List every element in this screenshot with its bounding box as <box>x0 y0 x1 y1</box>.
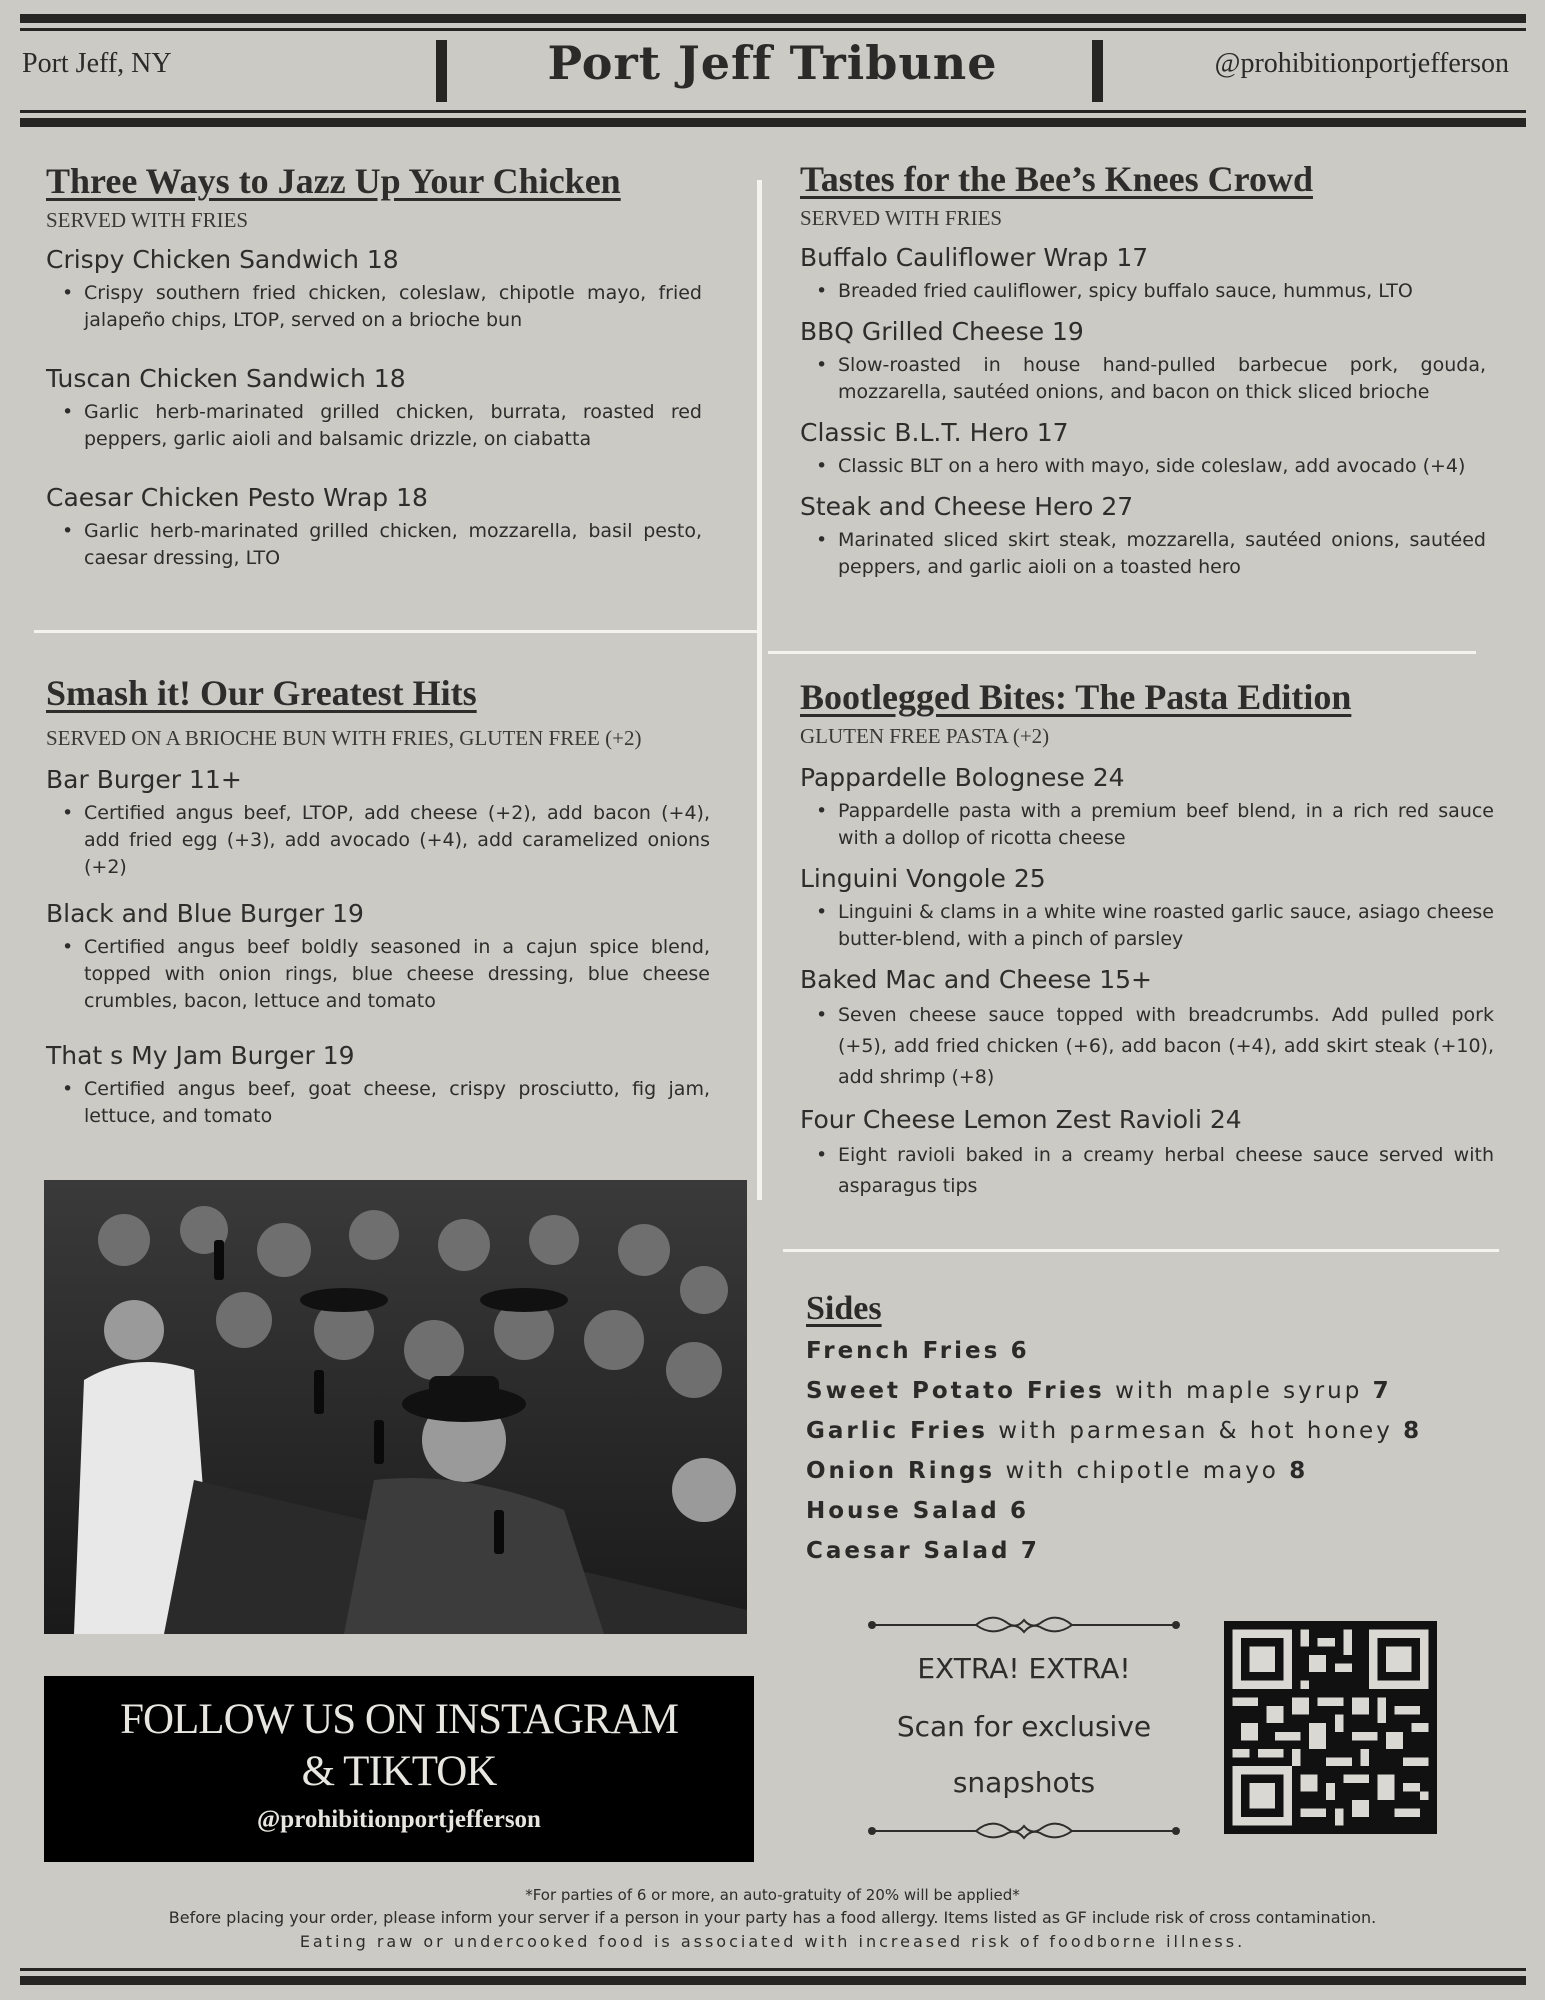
item-description: • Certified angus beef, goat cheese, crispy prosciutto, fig jam, lettuce, and tomato <box>46 1076 710 1130</box>
column-divider <box>757 180 762 1200</box>
menu-item <box>800 864 1494 953</box>
side-extra: with parmesan & hot honey <box>998 1418 1393 1444</box>
menu-item <box>800 763 1494 852</box>
side-item <box>806 1418 1446 1444</box>
extra-line-2: snapshots <box>952 1766 1096 1799</box>
side-name: French Fries <box>806 1338 1001 1364</box>
item-name: Buffalo Cauliflower Wrap 17 <box>800 243 1149 272</box>
header-handle: @prohibitionportjefferson <box>1214 48 1509 79</box>
location-label: Port Jeff, NY <box>22 48 172 79</box>
item-description: • Linguini & clams in a white wine roasted garlic sauce, asiago cheese butter-blend, with a pinch of parsley <box>800 899 1494 953</box>
side-item <box>806 1378 1446 1404</box>
allergy-note: Before placing your order, please inform your server if a person in your party has a food allergy. Items listed as GF include risk of cross contamination. <box>168 1908 1377 1927</box>
side-price: 6 <box>1010 1338 1030 1364</box>
item-name: BBQ Grilled Cheese 19 <box>800 317 1084 346</box>
item-name: That s My Jam Burger 19 <box>46 1041 355 1070</box>
item-description: • Garlic herb-marinated grilled chicken, burrata, roasted red peppers, garlic aioli and balsamic drizzle, on ciabatta <box>46 399 702 453</box>
section-chicken <box>46 160 702 572</box>
section-subtitle: GLUTEN FREE PASTA (+2) <box>800 724 1050 748</box>
qr-code[interactable] <box>1224 1621 1437 1834</box>
section-divider-right-1 <box>768 651 1476 654</box>
side-price: 8 <box>1403 1418 1423 1444</box>
menu-item <box>46 483 702 572</box>
social-line-1: FOLLOW US ON INSTAGRAM <box>120 1696 678 1743</box>
side-price: 8 <box>1289 1458 1309 1484</box>
item-name: Four Cheese Lemon Zest Ravioli 24 <box>800 1105 1242 1134</box>
item-description: • Breaded fried cauliflower, spicy buffalo sauce, hummus, LTO <box>800 278 1486 305</box>
item-description: • Slow-roasted in house hand-pulled barbecue pork, gouda, mozzarella, sautéed onions, and bacon on thick sliced brioche <box>800 352 1486 406</box>
menu-item <box>800 492 1486 581</box>
menu-item <box>800 418 1486 480</box>
menu-item <box>800 317 1486 406</box>
item-name: Steak and Cheese Hero 27 <box>800 492 1134 521</box>
section-bees-knees <box>800 158 1486 581</box>
ornament-bottom-icon <box>866 1816 1182 1846</box>
item-name: Baked Mac and Cheese 15+ <box>800 965 1152 994</box>
side-item <box>806 1338 1446 1364</box>
item-name: Tuscan Chicken Sandwich 18 <box>46 364 406 393</box>
header-bottom-bar-thin <box>20 110 1526 113</box>
side-price: 6 <box>1010 1498 1030 1524</box>
social-banner <box>44 1676 754 1862</box>
header-top-bar-thin <box>20 28 1526 31</box>
side-price: 7 <box>1372 1378 1392 1404</box>
item-name: Crispy Chicken Sandwich 18 <box>46 245 399 274</box>
gratuity-note: *For parties of 6 or more, an auto-gratuity of 20% will be applied* <box>525 1886 1020 1904</box>
item-name: Pappardelle Bolognese 24 <box>800 763 1125 792</box>
menu-item <box>46 1041 710 1130</box>
menu-item <box>800 1105 1494 1202</box>
item-name: Black and Blue Burger 19 <box>46 899 364 928</box>
item-name: Linguini Vongole 25 <box>800 864 1046 893</box>
item-name: Classic B.L.T. Hero 17 <box>800 418 1069 447</box>
item-description: • Classic BLT on a hero with mayo, side coleslaw, add avocado (+4) <box>800 453 1486 480</box>
menu-item <box>46 899 710 1015</box>
section-subtitle: SERVED ON A BRIOCHE BUN WITH FRIES, GLUTEN FREE (+2) <box>46 726 642 750</box>
item-name: Bar Burger 11+ <box>46 765 242 794</box>
side-item <box>806 1538 1446 1564</box>
section-subtitle: SERVED WITH FRIES <box>800 206 1003 230</box>
section-burgers <box>46 672 710 1130</box>
side-extra: with chipotle mayo <box>1005 1458 1279 1484</box>
item-description: • Seven cheese sauce topped with breadcrumbs. Add pulled pork (+5), add fried chicken (+6), add bacon (+4), add skirt steak (+10), add shrimp (+8) <box>800 1000 1494 1093</box>
item-description: • Crispy southern fried chicken, coleslaw, chipotle mayo, fried jalapeño chips, LTOP, served on a brioche bun <box>46 280 702 334</box>
social-line-2: & TIKTOK <box>301 1748 497 1795</box>
menu-item <box>46 245 702 334</box>
side-item <box>806 1498 1446 1524</box>
side-item <box>806 1458 1446 1484</box>
item-description: • Garlic herb-marinated grilled chicken, mozzarella, basil pesto, caesar dressing, LTO <box>46 518 702 572</box>
header-separator-right <box>1092 40 1103 102</box>
section-title: Bootlegged Bites: The Pasta Edition <box>800 677 1352 717</box>
masthead-title: Port Jeff Tribune <box>547 36 998 90</box>
section-title: Three Ways to Jazz Up Your Chicken <box>46 161 621 201</box>
item-description: • Marinated sliced skirt steak, mozzarella, sautéed onions, sautéed peppers, and garlic aioli on a toasted hero <box>800 527 1486 581</box>
item-name: Caesar Chicken Pesto Wrap 18 <box>46 483 428 512</box>
side-name: Garlic Fries <box>806 1418 988 1444</box>
section-title: Smash it! Our Greatest Hits <box>46 673 477 713</box>
ornament-top-icon <box>866 1610 1182 1640</box>
footer-bar-thin <box>20 1968 1526 1971</box>
raw-food-note: Eating raw or undercooked food is associated with increased risk of foodborne illness. <box>299 1932 1246 1951</box>
side-price: 7 <box>1020 1538 1040 1564</box>
side-name: House Salad <box>806 1498 1000 1524</box>
menu-item <box>800 243 1486 305</box>
section-sides <box>806 1290 1446 1564</box>
side-name: Caesar Salad <box>806 1538 1011 1564</box>
section-divider-left <box>34 630 758 633</box>
item-description: • Pappardelle pasta with a premium beef blend, in a rich red sauce with a dollop of ricotta cheese <box>800 798 1494 852</box>
section-title: Sides <box>806 1290 882 1327</box>
side-extra: with maple syrup <box>1115 1378 1363 1404</box>
item-description: • Certified angus beef, LTOP, add cheese (+2), add bacon (+4), add fried egg (+3), add avocado (+4), add caramelized onions (+2) <box>46 800 710 881</box>
menu-item <box>46 765 710 881</box>
header-bottom-bar-thick <box>20 118 1526 127</box>
side-name: Onion Rings <box>806 1458 996 1484</box>
footer-bar-thick <box>20 1976 1526 1985</box>
section-title: Tastes for the Bee’s Knees Crowd <box>800 159 1313 199</box>
header-top-bar-thick <box>20 14 1526 23</box>
section-subtitle: SERVED WITH FRIES <box>46 208 249 232</box>
menu-item <box>800 965 1494 1093</box>
side-name: Sweet Potato Fries <box>806 1378 1105 1404</box>
extra-headline: EXTRA! EXTRA! <box>917 1652 1131 1685</box>
extra-line-1: Scan for exclusive <box>896 1710 1152 1743</box>
menu-item <box>46 364 702 453</box>
item-description: • Eight ravioli baked in a creamy herbal cheese sauce served with asparagus tips <box>800 1140 1494 1202</box>
item-description: • Certified angus beef boldly seasoned in a cajun spice blend, topped with onion rings, blue cheese dressing, blue cheese crumbles, bacon, lettuce and tomato <box>46 934 710 1015</box>
section-divider-right-2 <box>783 1249 1499 1252</box>
bar-crowd-photo <box>44 1180 747 1634</box>
social-handle: @prohibitionportjefferson <box>257 1806 541 1833</box>
section-pasta <box>800 676 1494 1202</box>
